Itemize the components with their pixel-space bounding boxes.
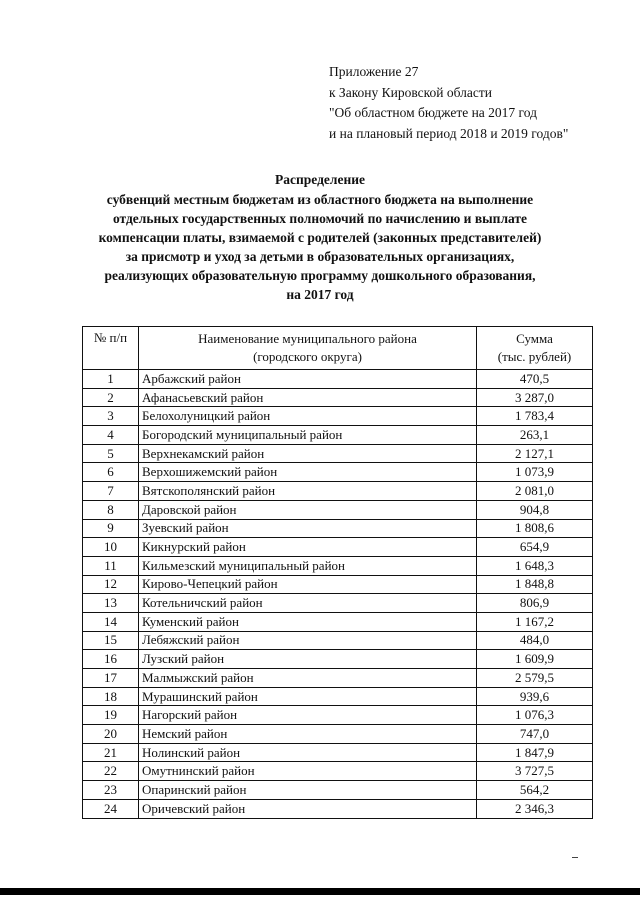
row-sum: 2 127,1 [477, 444, 593, 463]
row-name: Зуевский район [139, 519, 477, 538]
appendix-line: Приложение 27 [329, 64, 419, 79]
row-sum: 1 076,3 [477, 706, 593, 725]
row-num: 21 [83, 743, 139, 762]
row-sum: 2 579,5 [477, 669, 593, 688]
table-row [83, 781, 593, 800]
row-name: Опаринский район [139, 781, 477, 800]
row-name: Лебяжский район [139, 631, 477, 650]
row-num: 8 [83, 500, 139, 519]
table-row [83, 594, 593, 613]
appendix-header [329, 62, 568, 144]
table-row [83, 482, 593, 501]
title-line: за присмотр и уход за детьми в образовательных организациях, [125, 249, 515, 264]
row-name: Богородский муниципальный район [139, 426, 477, 445]
row-num: 7 [83, 482, 139, 501]
appendix-line: и на плановый период 2018 и 2019 годов" [329, 125, 569, 141]
row-num: 19 [83, 706, 139, 725]
row-name: Мурашинский район [139, 687, 477, 706]
table-row [83, 799, 593, 818]
row-name: Верхошижемский район [139, 463, 477, 482]
row-name: Нагорский район [139, 706, 477, 725]
row-name: Кирово-Чепецкий район [139, 575, 477, 594]
title-main: Распределение [274, 172, 366, 187]
row-sum: 1 783,4 [477, 407, 593, 426]
row-num: 24 [83, 799, 139, 818]
row-num: 4 [83, 426, 139, 445]
row-sum: 1 848,8 [477, 575, 593, 594]
row-sum: 904,8 [477, 500, 593, 519]
row-name: Даровской район [139, 500, 477, 519]
table-row [83, 706, 593, 725]
row-num: 11 [83, 556, 139, 575]
title-line: на 2017 год [286, 287, 354, 302]
table-header-row [83, 327, 593, 370]
table-row [83, 612, 593, 631]
row-sum: 654,9 [477, 538, 593, 557]
header-name-line2: (городского округа) [253, 349, 362, 364]
row-sum: 1 073,9 [477, 463, 593, 482]
table-row [83, 500, 593, 519]
row-name: Белохолуницкий район [139, 407, 477, 426]
table-row [83, 388, 593, 407]
table-row [83, 762, 593, 781]
row-num: 2 [83, 388, 139, 407]
row-num: 17 [83, 669, 139, 688]
row-name: Кикнурский район [139, 538, 477, 557]
table-row [83, 407, 593, 426]
row-sum: 1 648,3 [477, 556, 593, 575]
appendix-line: к Закону Кировской области [329, 84, 493, 100]
table-row [83, 650, 593, 669]
row-name: Арбажский район [139, 370, 477, 389]
row-num: 20 [83, 725, 139, 744]
row-sum: 2 081,0 [477, 482, 593, 501]
row-num: 22 [83, 762, 139, 781]
header-name-line1: Наименование муниципального района [198, 331, 417, 346]
table-row [83, 444, 593, 463]
row-num: 18 [83, 687, 139, 706]
scan-border [0, 888, 640, 895]
row-num: 6 [83, 463, 139, 482]
row-num: 16 [83, 650, 139, 669]
row-num: 23 [83, 781, 139, 800]
row-num: 9 [83, 519, 139, 538]
table-row [83, 538, 593, 557]
table-row [83, 687, 593, 706]
header-num [83, 327, 139, 370]
row-sum: 470,5 [477, 370, 593, 389]
row-sum: 3 287,0 [477, 388, 593, 407]
title-line: отдельных государственных полномочий по начислению и выплате [112, 211, 528, 226]
row-sum: 263,1 [477, 426, 593, 445]
table-body [83, 370, 593, 819]
table-row [83, 631, 593, 650]
row-num: 3 [83, 407, 139, 426]
scan-mark [572, 857, 578, 858]
row-sum: 939,6 [477, 687, 593, 706]
row-sum: 3 727,5 [477, 762, 593, 781]
header-name [139, 327, 477, 370]
row-num: 13 [83, 594, 139, 613]
document-title [60, 170, 580, 304]
row-name: Афанасьевский район [139, 388, 477, 407]
subsidy-table [82, 326, 593, 819]
table-row [83, 743, 593, 762]
row-name: Нолинский район [139, 743, 477, 762]
row-num: 14 [83, 612, 139, 631]
row-num: 5 [83, 444, 139, 463]
row-name: Куменский район [139, 612, 477, 631]
row-sum: 1 847,9 [477, 743, 593, 762]
row-name: Лузский район [139, 650, 477, 669]
row-name: Оричевский район [139, 799, 477, 818]
row-name: Котельничский район [139, 594, 477, 613]
row-sum: 1 808,6 [477, 519, 593, 538]
row-num: 10 [83, 538, 139, 557]
row-name: Немский район [139, 725, 477, 744]
row-sum: 484,0 [477, 631, 593, 650]
row-name: Малмыжский район [139, 669, 477, 688]
row-num: 15 [83, 631, 139, 650]
table-row [83, 463, 593, 482]
title-line: реализующих образовательную программу дошкольного образования, [104, 268, 536, 283]
row-name: Верхнекамский район [139, 444, 477, 463]
header-num-label: № п/п [93, 330, 128, 345]
table-row [83, 519, 593, 538]
header-sum [477, 327, 593, 370]
row-sum: 747,0 [477, 725, 593, 744]
appendix-line: "Об областном бюджете на 2017 год [329, 105, 537, 120]
table-row [83, 426, 593, 445]
row-name: Вятскополянский район [139, 482, 477, 501]
table-row [83, 725, 593, 744]
row-num: 1 [83, 370, 139, 389]
row-name: Омутнинский район [139, 762, 477, 781]
row-num: 12 [83, 575, 139, 594]
table-row [83, 669, 593, 688]
title-line: компенсации платы, взимаемой с родителей (законных представителей) [98, 230, 542, 245]
row-sum: 2 346,3 [477, 799, 593, 818]
header-sum-line1: Сумма [516, 331, 553, 346]
title-line: субвенций местным бюджетам из областного бюджета на выполнение [106, 192, 534, 207]
table-row [83, 556, 593, 575]
row-sum: 1 609,9 [477, 650, 593, 669]
table-row [83, 370, 593, 389]
row-name: Кильмезский муниципальный район [139, 556, 477, 575]
row-sum: 806,9 [477, 594, 593, 613]
row-sum: 1 167,2 [477, 612, 593, 631]
row-sum: 564,2 [477, 781, 593, 800]
table-row [83, 575, 593, 594]
header-sum-line2: (тыс. рублей) [497, 349, 572, 364]
